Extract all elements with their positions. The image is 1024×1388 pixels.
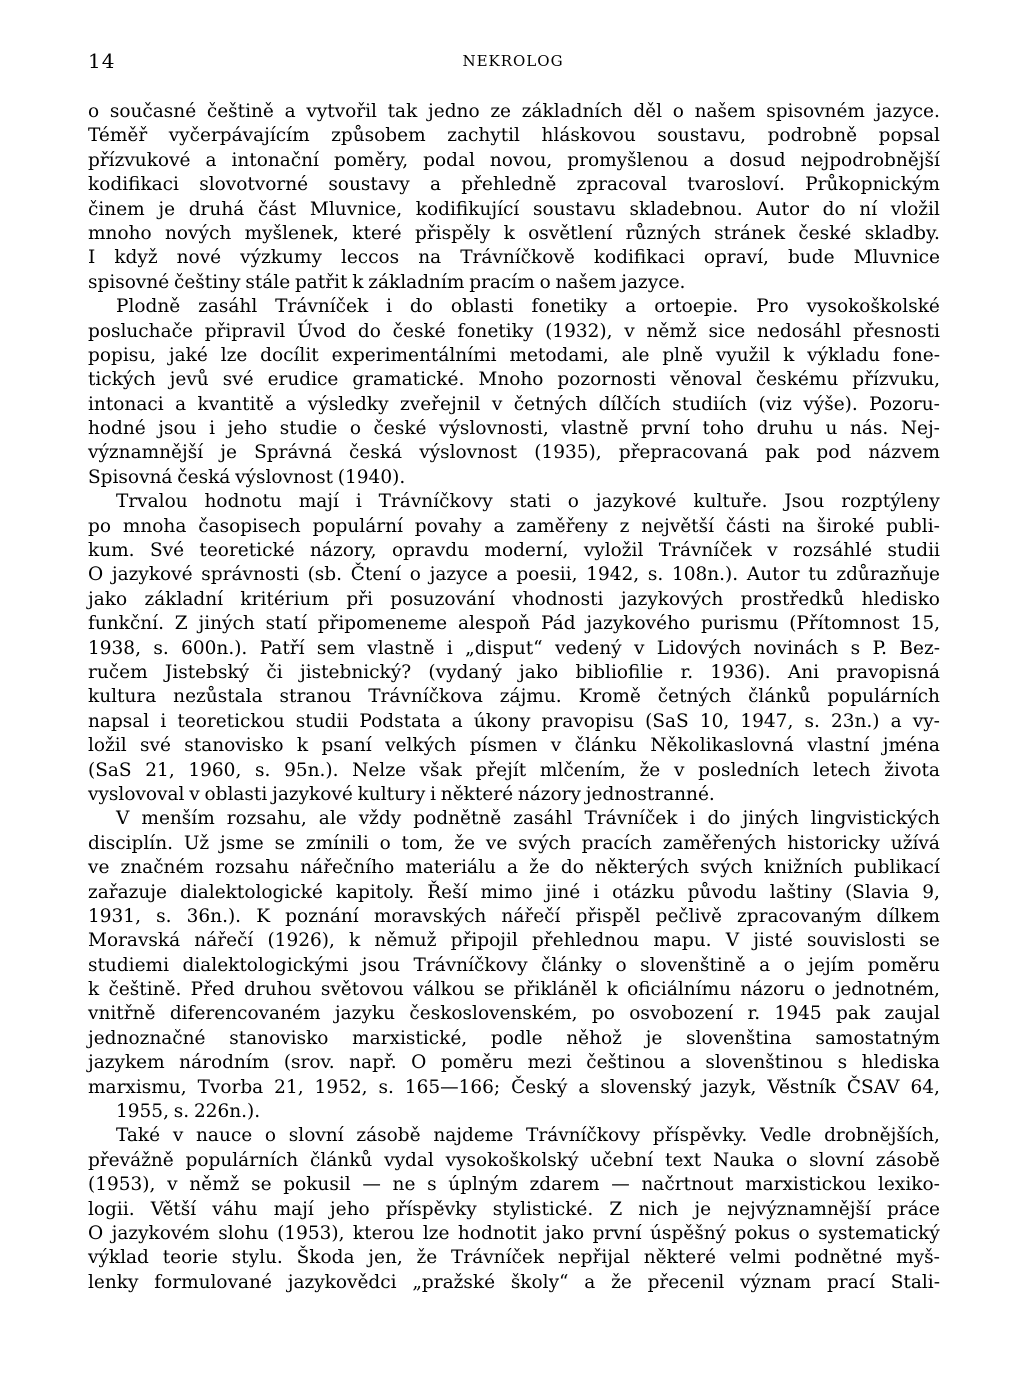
text-line: disciplín. Už jsme se zmínili o tom, že ve svých pracích zaměřených historicky užívá [88,832,940,854]
text-line: ložil své stanovisko k psaní velkých písmen v článku Několikaslovná vlastní jména [88,735,940,757]
text-line: hodné jsou i jeho studie o české výslovnosti, vlastně první toho druhu u nás. Nej- [88,418,940,440]
text-line: přízvukové a intonační poměry, podal novou, promyšlenou a dosud nejpodrobnější [88,149,940,171]
page-number: 14 [88,49,116,73]
text-line: lenky formulované jazykovědci „pražské školy“ a že přecenil význam prací Stali- [88,1271,940,1293]
text-line: 1931, s. 36n.). K poznání moravských nářečí přispěl pečlivě zpracovaným dílkem [88,905,940,927]
text-line: k češtině. Před druhou světovou válkou se přikláněl k oficiálnímu názoru o jednotném, [88,979,940,1001]
text-line: kodifikaci slovotvorné soustavy a přehledně zpracoval tvarosloví. Průkopnickým [88,174,940,196]
running-title: NEKROLOG [462,52,564,70]
text-line: jako základní kritérium při posuzování vhodnosti jazykových prostředků hledisko [88,588,940,610]
text-line: vnitřně diferencovaném jazyku československém, po osvobození r. 1945 pak zaujal [88,1003,940,1025]
text-line: posluchače připravil Úvod do české fonetiky (1932), v němž sice nedosáhl přesnosti [88,320,940,342]
text-line: tických jevů své erudice gramatické. Mnoho pozornosti věnoval českému přízvuku, [88,369,940,391]
text-line: ručem Jistebský či jistebnický? (vydaný jako bibliofilie r. 1936). Ani pravopisná [88,661,940,683]
text-line: Plodně zasáhl Trávníček i do oblasti fonetiky a ortoepie. Pro vysokoškolské [116,296,940,318]
text-line: Spisovná česká výslovnost (1940). [88,466,406,488]
text-line: jazykem národním (srov. např. O poměru mezi češtinou a slovenštinou s hlediska [88,1052,940,1074]
text-line: (1953), v němž se pokusil — ne s úplným zdarem — načrtnout marxistickou lexiko- [88,1174,940,1196]
text-line: O jazykovém slohu (1953), kterou lze hodnotit jako první úspěšný pokus o systematický [88,1222,940,1244]
text-line: O jazykové správnosti (sb. Čtení o jazyce a poesii, 1942, s. 108n.). Autor tu zdůrazňuje [88,564,940,586]
text-line: činem je druhá část Mluvnice, kodifikující soustavu skladebnou. Autor do ní vložil [88,198,940,220]
text-line: (SaS 21, 1960, s. 95n.). Nelze však přejít mlčením, že v posledních letech života [88,759,940,781]
text-line: po mnoha časopisech populární povahy a zaměřeny z největší části na široké publi- [88,515,940,537]
text-line: spisovné češtiny stále patřit k základním pracím o našem jazyce. [88,271,686,293]
text-line: mnoho nových myšlenek, které přispěly k osvětlení různých stránek české skladby. [88,222,940,244]
text-line: vyslovoval v oblasti jazykové kultury i některé názory jednostranné. [88,783,715,805]
text-line: Také v nauce o slovní zásobě najdeme Trávníčkovy příspěvky. Vedle drobnějších, [116,1125,940,1147]
text-line: převážně populárních článků vydal vysokoškolský učební text Nauka o slovní zásobě [88,1149,940,1171]
body-text [88,100,940,1295]
text-line: významnější je Správná česká výslovnost (1935), přepracovaná pak pod názvem [88,442,940,464]
text-line: V menším rozsahu, ale vždy podnětně zasáhl Trávníček i do jiných lingvistických [116,808,940,830]
text-line: marxismu, Tvorba 21, 1952, s. 165—166; Český a slovenský jazyk, Věstník ČSAV 64, [88,1076,940,1098]
text-line: ve značném rozsahu nářečního materiálu a že do některých svých knižních publikací [88,857,940,879]
text-line: 1955, s. 226n.). [116,1101,261,1123]
text-line: výklad teorie stylu. Škoda jen, že Trávníček nepřijal některé velmi podnětné myš- [88,1247,940,1269]
text-line: Trvalou hodnotu mají i Trávníčkovy stati o jazykové kultuře. Jsou rozptýleny [116,491,940,513]
text-line: popisu, jaké lze docílit experimentálními metodami, ale plně využil k výkladu fone- [88,344,940,366]
text-line: logii. Větší váhu mají jeho příspěvky stylistické. Z nich je nejvýznamnější práce [88,1198,940,1220]
text-line: studiemi dialektologickými jsou Trávníčkovy články o slovenštině a o jejím poměru [88,954,940,976]
text-line: jednoznačné stanovisko marxistické, podle něhož je slovenština samostatným [88,1027,940,1049]
text-line: intonaci a kvantitě a výsledky zveřejnil v četných dílčích studiích (viz výše). Pozoru- [88,393,940,415]
text-line: napsal i teoretickou studii Podstata a úkony pravopisu (SaS 10, 1947, s. 23n.) a vy- [88,710,940,732]
text-line: I když nové výzkumy leccos na Trávníčkově kodifikaci opraví, bude Mluvnice [88,247,940,269]
text-line: kultura nezůstala stranou Trávníčkova zájmu. Kromě četných článků populárních [88,686,940,708]
page-header [88,46,938,76]
text-line: Moravská nářečí (1926), k němuž připojil přehlednou mapu. V jisté souvislosti se [88,930,940,952]
text-line: funkční. Z jiných statí připomeneme alespoň Pád jazykového purismu (Přítomnost 15, [88,613,940,635]
text-line: kum. Své teoretické názory, opravdu moderní, vyložil Trávníček v rozsáhlé studii [88,540,940,562]
text-line: o současné češtině a vytvořil tak jedno ze základních děl o našem spisovném jazyce. [88,101,940,122]
text-line: 1938, s. 600n.). Patří sem vlastně i „disput“ vedený v Lidových novinách s P. Bez- [88,637,940,659]
text-line: zařazuje dialektologické kapitoly. Řeší mimo jiné i otázku původu laštiny (Slavia 9, [88,881,940,903]
text-line: Téměř vyčerpávajícím způsobem zachytil hláskovou soustavu, podrobně popsal [88,125,940,147]
